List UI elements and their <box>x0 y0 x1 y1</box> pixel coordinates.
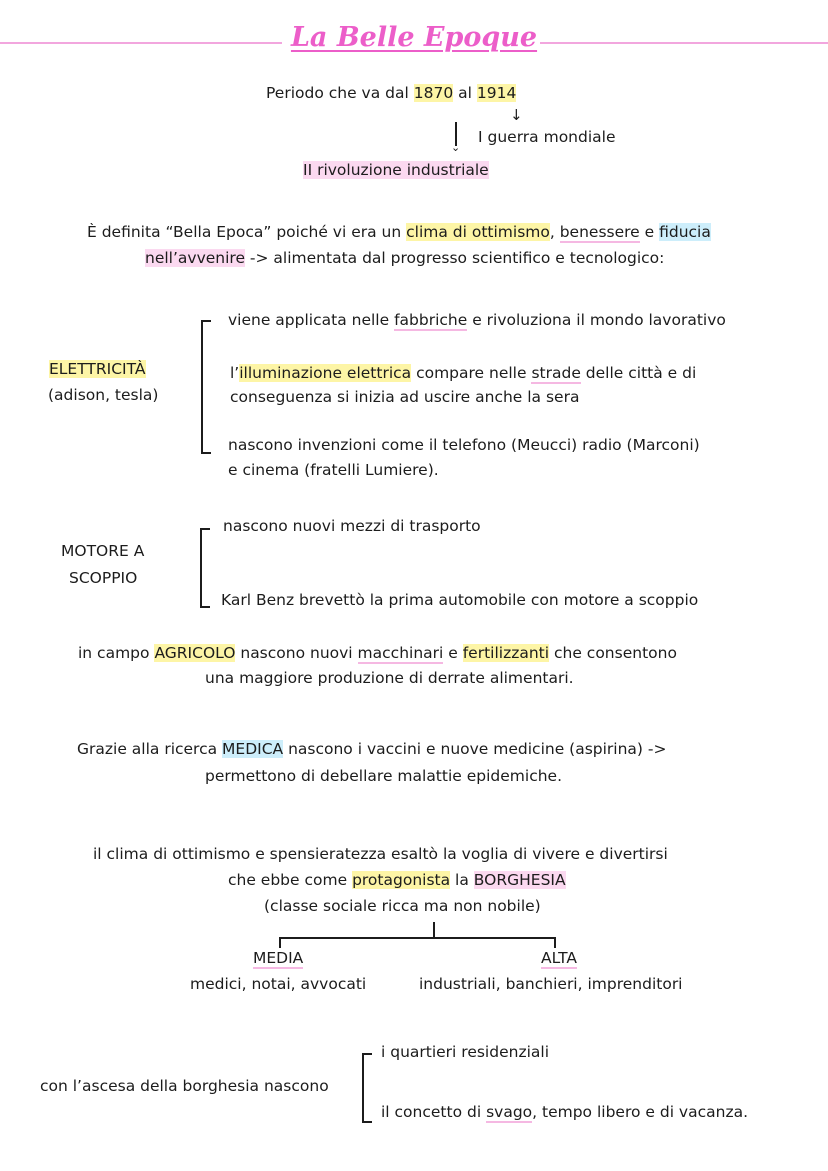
revolution-label: II rivoluzione industriale <box>303 161 489 179</box>
ascent-item-2: il concetto di svago, tempo libero e di vacanza. <box>381 1103 749 1121</box>
bourgeoisie-line-2: che ebbe come protagonista la BORGHESIA <box>228 871 566 889</box>
electricity-item-1: viene applicata nelle fabbriche e rivoluziona il mondo lavorativo <box>228 311 726 329</box>
chevron-down-icon: ⌄ <box>451 141 461 154</box>
electricity-inventors: (adison, tesla) <box>48 386 159 404</box>
year-end: 1914 <box>476 84 517 102</box>
bourgeoisie-line-3: (classe sociale ricca ma non nobile) <box>264 897 541 915</box>
electricity-item-2-cont: conseguenza si inizia ad uscire anche la sera <box>230 388 580 406</box>
media-label: MEDIA <box>253 949 304 967</box>
agriculture-line-2: una maggiore produzione di derrate alimentari. <box>205 669 574 687</box>
period-line: Periodo che va dal 1870 al 1914 <box>266 84 517 102</box>
media-desc: medici, notai, avvocati <box>190 975 367 993</box>
engine-item-1: nascono nuovi mezzi di trasporto <box>223 517 481 535</box>
electricity-item-3-cont: e cinema (fratelli Lumiere). <box>228 461 439 479</box>
arrow-down-icon: ↓ <box>510 106 523 124</box>
definition-line-2: nell’avvenire -> alimentata dal progresso scientifico e tecnologico: <box>145 249 665 267</box>
war-label: I guerra mondiale <box>478 128 616 146</box>
ascent-bracket <box>362 1053 372 1123</box>
tree-right-leg <box>554 937 556 948</box>
engine-label-2: SCOPPIO <box>69 569 138 587</box>
electricity-label: ELETTRICITÀ <box>49 360 146 378</box>
medicine-line-2: permettono di debellare malattie epidemiche. <box>205 767 563 785</box>
alta-label: ALTA <box>541 949 577 967</box>
bourgeoisie-line-1: il clima di ottimismo e spensieratezza esaltò la voglia di vivere e divertirsi <box>93 845 668 863</box>
ascent-lead: con l’ascesa della borghesia nascono <box>40 1077 329 1095</box>
agriculture-line-1: in campo AGRICOLO nascono nuovi macchinari e fertilizzanti che consentono <box>78 644 677 662</box>
medicine-line-1: Grazie alla ricerca MEDICA nascono i vaccini e nuove medicine (aspirina) -> <box>77 740 667 758</box>
year-start: 1870 <box>413 84 454 102</box>
definition-line-1: È definita “Bella Epoca” poiché vi era un clima di ottimismo, benessere e fiducia <box>87 223 711 241</box>
engine-item-2: Karl Benz brevettò la prima automobile con motore a scoppio <box>221 591 699 609</box>
ascent-item-1: i quartieri residenziali <box>381 1043 549 1061</box>
page-title: La Belle Epoque <box>290 22 538 53</box>
tree-branch <box>279 937 556 939</box>
electricity-bracket <box>201 320 211 454</box>
alta-desc: industriali, banchieri, imprenditori <box>419 975 683 993</box>
electricity-item-2: l’illuminazione elettrica compare nelle strade delle città e di <box>230 364 697 382</box>
tree-left-leg <box>279 937 281 948</box>
engine-bracket <box>200 528 210 608</box>
electricity-item-3: nascono invenzioni come il telefono (Meucci) radio (Marconi) <box>228 436 700 454</box>
engine-label-1: MOTORE A <box>61 542 145 560</box>
tree-stem <box>433 922 435 938</box>
